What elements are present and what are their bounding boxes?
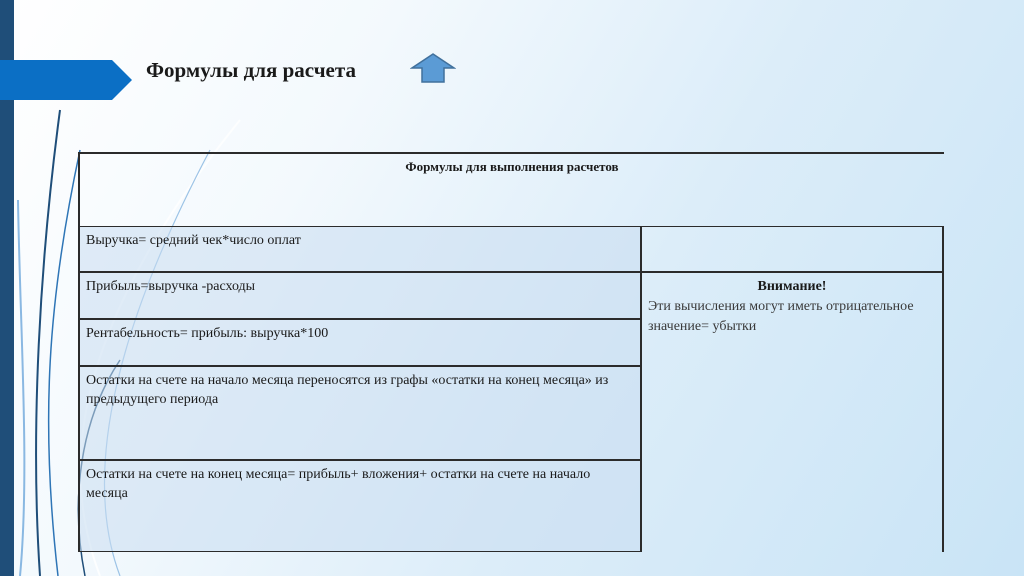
table-row: Прибыль=выручка -расходы [78,272,641,319]
formulas-table [78,152,944,552]
slide-title: Формулы для расчета [146,58,356,82]
table-row: Рентабельность= прибыль: выручка*100 [78,319,641,366]
table-header: Формулы для выполнения расчетов [78,152,944,226]
table-row: Остатки на счете на начало месяца переносятся из графы «остатки на конец месяца» из предыдущего периода [78,366,641,460]
up-arrow-icon[interactable] [410,52,456,84]
note-text: Эти вычисления могут иметь отрицательное значение= убытки [648,299,914,334]
empty-cell [641,226,944,272]
title-accent-tab [0,60,132,100]
table-row: Остатки на счете на конец месяца= прибыль+ вложения+ остатки на счете на начало месяца [78,460,641,552]
table-row: Выручка= средний чек*число оплат [78,226,641,272]
note-heading: Внимание! [757,279,827,294]
warning-note [641,272,944,552]
